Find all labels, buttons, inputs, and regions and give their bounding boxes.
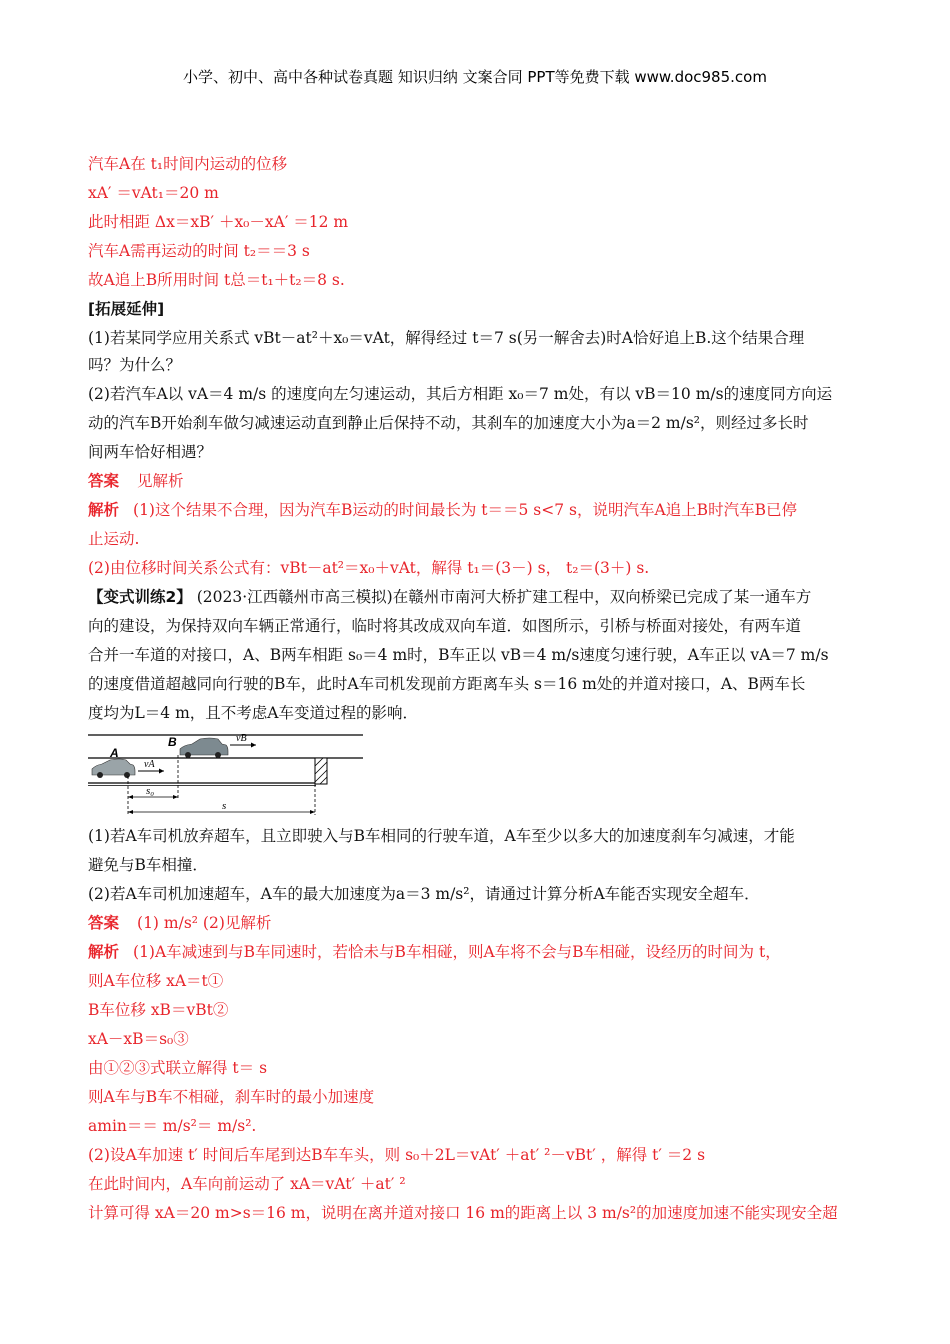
label-vb: vB: [236, 733, 247, 744]
label-s0: s₀: [146, 785, 155, 797]
solution-line: xA′ ＝vAt₁＝20 m: [88, 184, 219, 202]
variant-line: 合并一车道的对接口，A、B两车相距 s₀＝4 m时，B车正以 vB＝4 m/s速度匀速行驶，A车正以 vA＝7 m/s: [88, 646, 829, 664]
variant-answer-row: [88, 912, 868, 934]
road-diagram: [88, 725, 368, 825]
variant-line: 向的建设，为保持双向车辆正常通行，临时将其改成双向车道．如图所示，引桥与桥面对接处，有两车道: [88, 617, 802, 635]
solution-line: 汽车A需再运动的时间 t₂＝＝3 s: [88, 242, 310, 260]
question-line: (2)若汽车A以 vA＝4 m/s 的速度向左匀速运动，其后方相距 x₀＝7 m处，有以 vB＝10 m/s的速度同方向运: [88, 385, 833, 403]
answer-text: 见解析: [137, 472, 184, 490]
variant-title: 【变式训练2】: [88, 588, 192, 606]
answer-text: (1) m/s² (2)见解析: [137, 914, 272, 932]
question-line: (1)若某同学应用关系式 vBt－at²＋x₀＝vAt，解得经过 t＝7 s(另一解舍去)时A恰好追上B.这个结果合理: [88, 329, 805, 347]
solution-line: 此时相距 Δx＝xB′ ＋x₀－xA′ ＝12 m: [88, 213, 349, 231]
answer-label: 答案: [88, 914, 120, 932]
analysis-line: 计算可得 xA＝20 m>s＝16 m，说明在离并道对接口 16 m的距离上以 3 m/s²的加速度加速不能实现安全超: [88, 1204, 838, 1222]
section-title-extension: [拓展延伸]: [88, 300, 165, 318]
analysis-line: amin＝＝ m/s²＝ m/s².: [88, 1117, 257, 1135]
variant-question-line: (1)若A车司机放弃超车，且立即驶入与B车相同的行驶车道，A车至少以多大的加速度刹车匀减速，才能: [88, 827, 795, 845]
car-a-icon: [92, 759, 135, 778]
analysis-line: 则A车与B车不相碰，刹车时的最小加速度: [88, 1088, 375, 1106]
label-b: B: [168, 735, 177, 749]
answer-label: 答案: [88, 472, 120, 490]
page-header: 小学、初中、高中各种试卷真题 知识归纳 文案合同 PPT等免费下载 www.doc985.com: [183, 68, 767, 86]
analysis-line: B车位移 xB＝vBt②: [88, 1001, 229, 1019]
analysis-row: [88, 499, 868, 521]
variant-line: 度均为L＝4 m，且不考虑A车变道过程的影响．: [88, 704, 418, 722]
analysis-line: (2)设A车加速 t′ 时间后车尾到达B车车头，则 s₀＋2L＝vAt′ ＋at′ ²－vBt′ ，解得 t′ ＝2 s: [88, 1146, 706, 1164]
analysis-line: 由①②③式联立解得 t＝ s: [88, 1059, 268, 1077]
analysis-line: 止运动.: [88, 530, 140, 548]
analysis-text: (1)A车减速到与B车同速时，若恰未与B车相碰，则A车将不会与B车相碰，设经历的时间为 t，: [133, 943, 781, 961]
analysis-line: xA－xB＝s₀③: [88, 1030, 189, 1048]
analysis-line: 则A车位移 xA＝t①: [88, 972, 224, 990]
variant-question-line: 避免与B车相撞．: [88, 856, 208, 874]
solution-line: 汽车A在 t₁时间内运动的位移: [88, 155, 288, 173]
analysis-line: (2)由位移时间关系公式有：vBt－at²＝x₀＋vAt，解得 t₁＝(3－) s， t₂＝(3＋) s.: [88, 559, 650, 577]
variant-text: (2023·江西赣州市高三模拟)在赣州市南河大桥扩建工程中，双向桥梁已完成了某一通车方: [191, 588, 812, 606]
analysis-text: (1)这个结果不合理，因为汽车B运动的时间最长为 t＝＝5 s<7 s，说明汽车A追上B时汽车B已停: [133, 501, 797, 519]
variant-intro: [88, 586, 868, 608]
question-line: 吗？为什么？: [88, 356, 182, 374]
label-a: A: [110, 746, 119, 760]
solution-line: 故A追上B所用时间 t总＝t₁＋t₂＝8 s.: [88, 271, 345, 289]
analysis-line: 在此时间内，A车向前运动了 xA＝vAt′ ＋at′ ²: [88, 1175, 406, 1193]
variant-analysis-row: [88, 941, 868, 963]
label-va: vA: [144, 759, 155, 770]
answer-row: [88, 470, 868, 492]
question-line: 动的汽车B开始刹车做匀减速运动直到静止后保持不动，其刹车的加速度大小为a＝2 m/s²，则经过多长时: [88, 414, 809, 432]
label-s: s: [222, 800, 227, 812]
analysis-label: 解析: [88, 501, 120, 519]
car-b-icon: [180, 738, 228, 758]
variant-line: 的速度借道超越同向行驶的B车，此时A车司机发现前方距离车头 s＝16 m处的并道对接口，A、B两车长: [88, 675, 806, 693]
question-line: 间两车恰好相遇？: [88, 443, 213, 461]
variant-question-line: (2)若A车司机加速超车，A车的最大加速度为a＝3 m/s²，请通过计算分析A车能否实现安全超车．: [88, 885, 760, 903]
analysis-label: 解析: [88, 943, 120, 961]
